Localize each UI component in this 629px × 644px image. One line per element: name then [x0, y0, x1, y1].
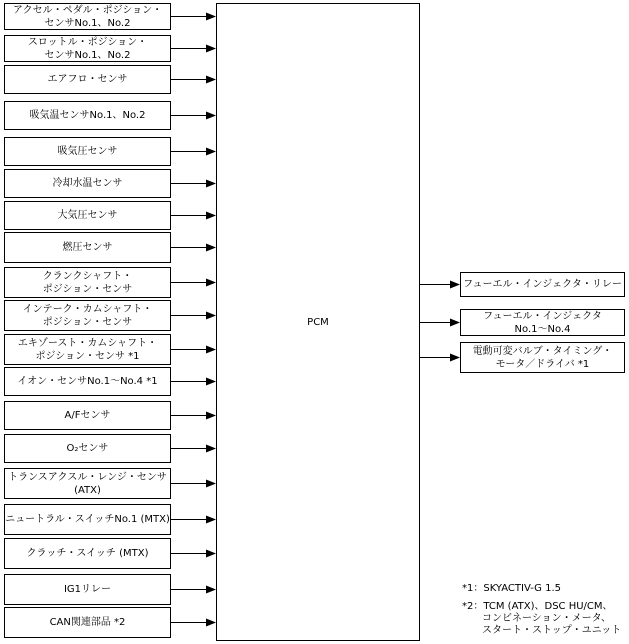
input-label: 吸気温センサNo.1、No.2 [29, 110, 146, 121]
input-label: アクセル・ペダル・ポジション・ センサNo.1、No.2 [12, 4, 163, 29]
input-label: イオン・センサNo.1〜No.4 *1 [17, 376, 158, 387]
input-label: 冷却水温センサ [52, 178, 123, 189]
input-label: クランクシャフト・ ポジション・センサ [42, 270, 133, 295]
input-label: CAN関連部品 *2 [49, 617, 126, 628]
input-label: 吸気圧センサ [57, 146, 118, 157]
input-label: O₂センサ [66, 443, 109, 454]
input-label: インテーク・カムシャフト・ ポジション・センサ [22, 303, 153, 328]
input-label: トランスアクスル・レンジ・センサ (ATX) [8, 471, 167, 496]
input-label: ニュートラル・スイッチNo.1 (MTX) [5, 514, 170, 525]
output-label: フューエル・インジェクタ No.1〜No.4 [483, 310, 602, 335]
input-label: A/Fセンサ [64, 410, 111, 421]
input-label: 燃圧センサ [62, 242, 113, 253]
input-label: エアフロ・センサ [47, 74, 128, 85]
footnote-1: *1：SKYACTIV-G 1.5 [462, 583, 562, 594]
output-label: フューエル・インジェクタ・リレー [463, 279, 622, 290]
pcm-label: PCM [307, 317, 329, 328]
input-label: エキゾースト・カムシャフト・ ポジション・センサ *1 [17, 337, 158, 362]
input-label: スロットル・ポジション・ センサNo.1、No.2 [27, 36, 148, 61]
footnote-2: *2：TCM (ATX)、DSC HU/CM、 コンビネーション・メータ、 スタート・ストップ・ユニット [462, 601, 622, 636]
output-label: 電動可変バルブ・タイミング・ モータ／ドライバ *1 [472, 345, 613, 370]
input-label: IG1リレー [63, 584, 112, 595]
input-label: クラッチ・スイッチ (MTX) [26, 548, 149, 559]
input-label: 大気圧センサ [57, 210, 118, 221]
